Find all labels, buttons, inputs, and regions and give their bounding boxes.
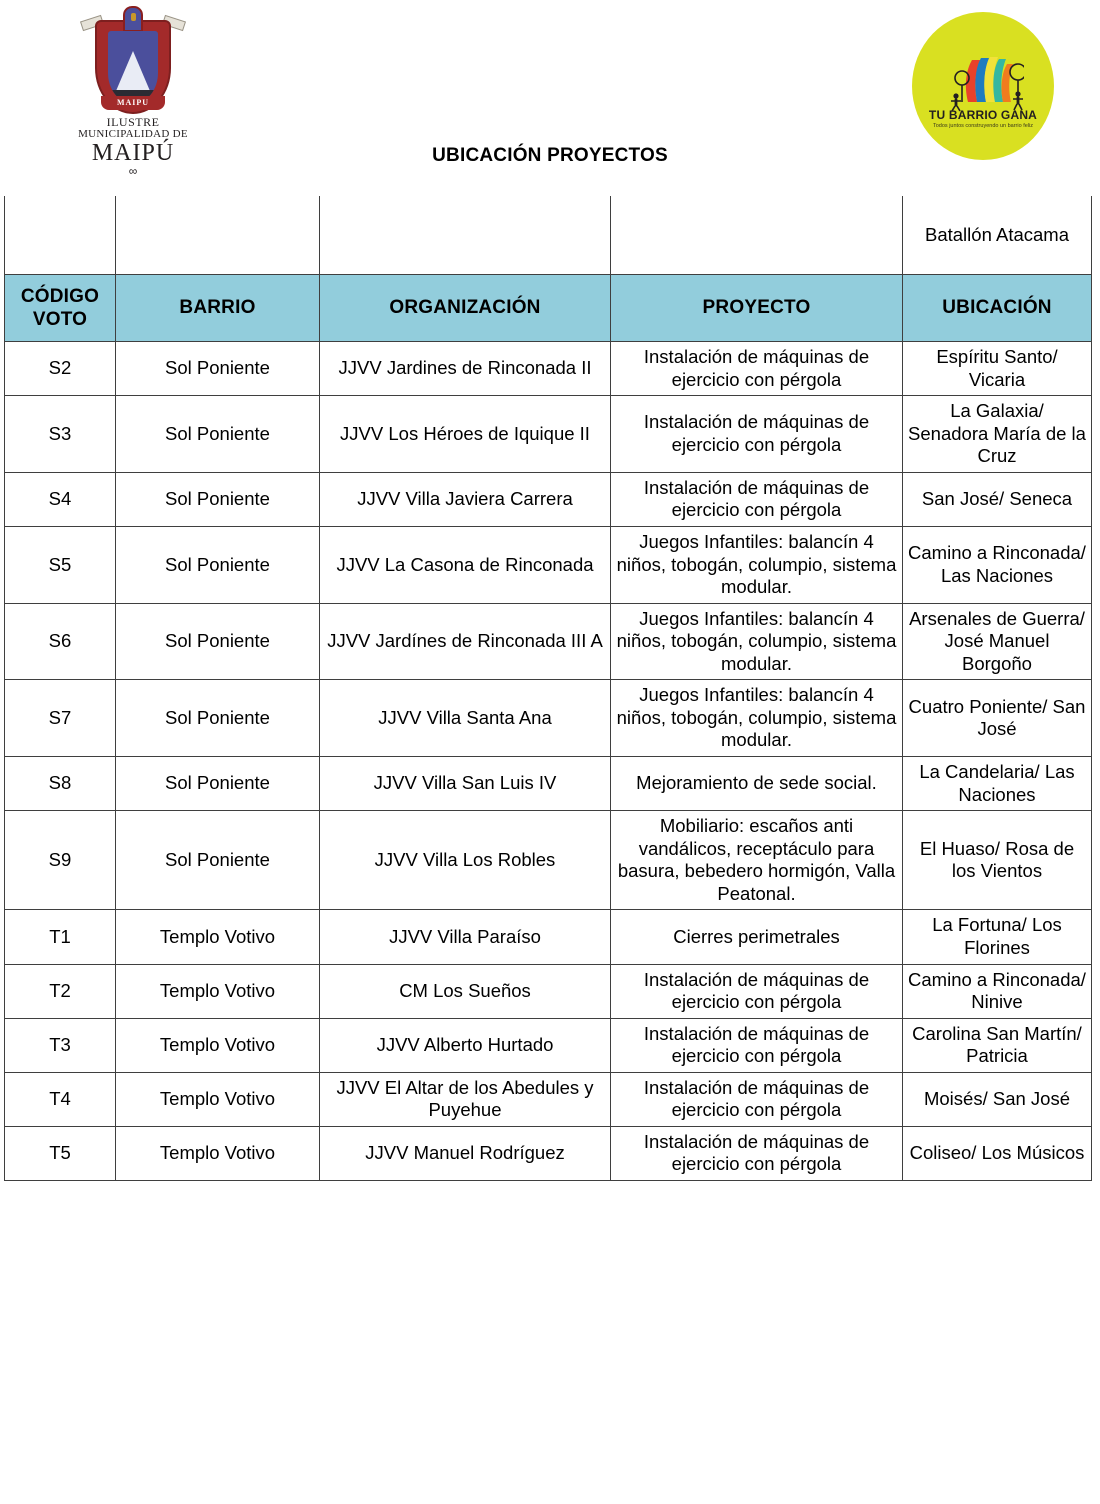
cell-proyecto: Instalación de máquinas de ejercicio con pérgola	[611, 396, 903, 473]
cell-ubicacion: Coliseo/ Los Músicos	[903, 1126, 1092, 1180]
cell-proyecto: Instalación de máquinas de ejercicio con pérgola	[611, 342, 903, 396]
cell-codigo: T3	[5, 1018, 116, 1072]
projects-table	[4, 196, 1092, 1181]
table-row	[5, 472, 1092, 526]
cell-ubicacion: San José/ Seneca	[903, 472, 1092, 526]
cell-organizacion: JJVV Villa Paraíso	[320, 910, 611, 964]
cell-codigo: S4	[5, 472, 116, 526]
cell-barrio: Sol Poniente	[116, 811, 320, 910]
cell-organizacion: JJVV Villa Javiera Carrera	[320, 472, 611, 526]
cell-organizacion: JJVV Los Héroes de Iquique II	[320, 396, 611, 473]
table-row	[5, 526, 1092, 603]
cell-organizacion: JJVV La Casona de Rinconada	[320, 526, 611, 603]
table-row	[5, 910, 1092, 964]
cell-ubicacion: Cuatro Poniente/ San José	[903, 680, 1092, 757]
cell-barrio: Sol Poniente	[116, 603, 320, 680]
cell-barrio: Sol Poniente	[116, 342, 320, 396]
column-header-codigo-voto: CÓDIGO VOTO	[5, 275, 116, 342]
crest-field-icon	[108, 31, 158, 103]
cell-organizacion: JJVV Alberto Hurtado	[320, 1018, 611, 1072]
cell-barrio: Sol Poniente	[116, 526, 320, 603]
cell-proyecto: Instalación de máquinas de ejercicio con pérgola	[611, 1126, 903, 1180]
program-logo-title: TU BARRIO GANA	[928, 108, 1038, 122]
cell-ubicacion: Camino a Rinconada/ Ninive	[903, 964, 1092, 1018]
cell-proyecto: Instalación de máquinas de ejercicio con pérgola	[611, 1072, 903, 1126]
table-row	[5, 1126, 1092, 1180]
spacer-cell-ubicacion: Batallón Atacama	[903, 196, 1092, 275]
cell-ubicacion: La Candelaria/ Las Naciones	[903, 757, 1092, 811]
cell-ubicacion: Moisés/ San José	[903, 1072, 1092, 1126]
cell-proyecto: Instalación de máquinas de ejercicio con pérgola	[611, 1018, 903, 1072]
table-row	[5, 811, 1092, 910]
municipality-flourish-icon: ∞	[128, 164, 138, 179]
cell-organizacion: JJVV Manuel Rodríguez	[320, 1126, 611, 1180]
table-row	[5, 680, 1092, 757]
spacer-cell-organizacion	[320, 196, 611, 275]
column-header-proyecto: PROYECTO	[611, 275, 903, 342]
cell-codigo: S3	[5, 396, 116, 473]
cell-codigo: S5	[5, 526, 116, 603]
cell-barrio: Sol Poniente	[116, 396, 320, 473]
cell-ubicacion: La Fortuna/ Los Florines	[903, 910, 1092, 964]
cell-organizacion: JJVV Villa San Luis IV	[320, 757, 611, 811]
cell-codigo: T1	[5, 910, 116, 964]
crest-mountain-icon	[116, 51, 150, 91]
crest-ribbon-label: MAIPU	[101, 96, 165, 110]
projects-table-container	[4, 196, 1091, 1181]
cell-codigo: S8	[5, 757, 116, 811]
cell-codigo: S9	[5, 811, 116, 910]
cell-proyecto: Mobiliario: escaños anti vandálicos, receptáculo para basura, bebedero hormigón, Valla Peatonal.	[611, 811, 903, 910]
cell-ubicacion: La Galaxia/ Senadora María de la Cruz	[903, 396, 1092, 473]
cell-ubicacion: Carolina San Martín/ Patricia	[903, 1018, 1092, 1072]
cell-organizacion: JJVV Jardines de Rinconada II	[320, 342, 611, 396]
table-row	[5, 964, 1092, 1018]
cell-proyecto: Juegos Infantiles: balancín 4 niños, tobogán, columpio, sistema modular.	[611, 680, 903, 757]
document-header	[0, 0, 1100, 196]
municipality-line-2: MUNICIPALIDAD DE	[78, 127, 188, 140]
crest-plume-icon	[123, 6, 143, 32]
cell-organizacion: JJVV Villa Los Robles	[320, 811, 611, 910]
cell-proyecto: Mejoramiento de sede social.	[611, 757, 903, 811]
cell-codigo: T5	[5, 1126, 116, 1180]
cell-organizacion: JJVV El Altar de los Abedules y Puyehue	[320, 1072, 611, 1126]
cell-barrio: Templo Votivo	[116, 1018, 320, 1072]
program-logo	[912, 12, 1054, 160]
cell-barrio: Templo Votivo	[116, 964, 320, 1018]
cell-barrio: Templo Votivo	[116, 1126, 320, 1180]
cell-barrio: Sol Poniente	[116, 757, 320, 811]
municipality-line-3: MAIPÚ	[91, 140, 175, 167]
cell-ubicacion: El Huaso/ Rosa de los Vientos	[903, 811, 1092, 910]
cell-ubicacion: Espíritu Santo/ Vicaria	[903, 342, 1092, 396]
table-row	[5, 396, 1092, 473]
table-spacer-row	[5, 196, 1092, 275]
column-header-organizacion: ORGANIZACIÓN	[320, 275, 611, 342]
page-title: UBICACIÓN PROYECTOS	[432, 145, 668, 166]
cell-organizacion: CM Los Sueños	[320, 964, 611, 1018]
cell-codigo: S6	[5, 603, 116, 680]
cell-codigo: T2	[5, 964, 116, 1018]
cell-proyecto: Cierres perimetrales	[611, 910, 903, 964]
spacer-cell-proyecto	[611, 196, 903, 275]
projects-table-body	[5, 196, 1092, 1181]
cell-barrio: Templo Votivo	[116, 1072, 320, 1126]
table-row	[5, 757, 1092, 811]
table-row	[5, 1072, 1092, 1126]
cell-organizacion: JJVV Jardínes de Rinconada III A	[320, 603, 611, 680]
spacer-cell-barrio	[116, 196, 320, 275]
column-header-ubicacion: UBICACIÓN	[903, 275, 1092, 342]
cell-codigo: T4	[5, 1072, 116, 1126]
program-logo-subtitle: Todos juntos construyendo un barrio feliz	[933, 123, 1033, 129]
municipality-line-1: ILUSTRE	[106, 115, 160, 129]
maipu-crest-icon	[87, 6, 179, 116]
column-header-barrio: BARRIO	[116, 275, 320, 342]
books-and-people-icon	[950, 50, 1024, 112]
table-row	[5, 603, 1092, 680]
cell-proyecto: Juegos Infantiles: balancín 4 niños, tobogán, columpio, sistema modular.	[611, 603, 903, 680]
cell-proyecto: Instalación de máquinas de ejercicio con pérgola	[611, 964, 903, 1018]
spacer-cell-codigo	[5, 196, 116, 275]
cell-ubicacion: Arsenales de Guerra/ José Manuel Borgoño	[903, 603, 1092, 680]
cell-ubicacion: Camino a Rinconada/ Las Naciones	[903, 526, 1092, 603]
cell-proyecto: Juegos Infantiles: balancín 4 niños, tobogán, columpio, sistema modular.	[611, 526, 903, 603]
cell-barrio: Sol Poniente	[116, 472, 320, 526]
table-row	[5, 1018, 1092, 1072]
cell-codigo: S2	[5, 342, 116, 396]
cell-barrio: Templo Votivo	[116, 910, 320, 964]
cell-codigo: S7	[5, 680, 116, 757]
cell-proyecto: Instalación de máquinas de ejercicio con pérgola	[611, 472, 903, 526]
cell-barrio: Sol Poniente	[116, 680, 320, 757]
table-header-row	[5, 275, 1092, 342]
cell-organizacion: JJVV Villa Santa Ana	[320, 680, 611, 757]
table-row	[5, 342, 1092, 396]
